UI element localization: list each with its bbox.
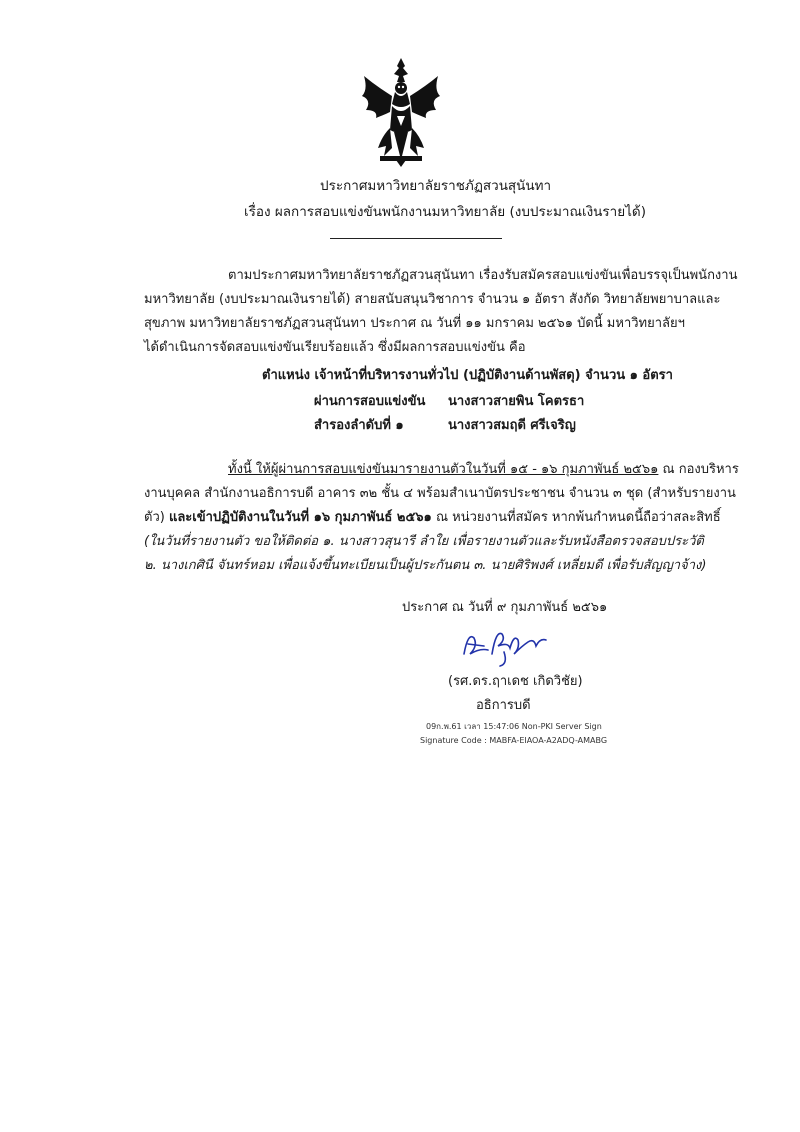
position-title: ตำแหน่ง เจ้าหน้าที่บริหารงานทั่วไป (ปฏิบัติงานด้านพัสดุ) จำนวน ๑ อัตรา [262,368,673,383]
signatory-name: (รศ.ดร.ฤาเดช เกิดวิชัย) [448,674,583,689]
signature-code: Signature Code : MABFA-EIAOA-A2ADQ-AMABG [420,736,608,745]
start-work-date: และเข้าปฏิบัติงานในวันที่ ๑๖ กุมภาพันธ์ ๒๕๖๑ [168,510,432,525]
garuda-emblem-icon [356,56,446,168]
reserve-label: สำรองลำดับที่ ๑ [314,418,404,433]
header-divider [330,238,502,239]
passed-name: นางสาวสายพิน โคตรธา [448,394,585,409]
reserve-name: นางสาวสมฤดี ศรีเจริญ [448,418,576,433]
instruction-line-3-prefix: ตัว) [144,510,169,525]
signature-icon [458,624,554,668]
intro-line-3: สุขภาพ มหาวิทยาลัยราชภัฏสวนสุนันทา ประกาศ ณ วันที่ ๑๑ มกราคม ๒๕๖๑ บัดนี้ มหาวิทยาลัยฯ [144,316,685,331]
intro-line-1: ตามประกาศมหาวิทยาลัยราชภัฏสวนสุนันทา เรื่องรับสมัครสอบแข่งขันเพื่อบรรจุเป็นพนักงาน [228,268,738,283]
intro-line-2: มหาวิทยาลัย (งบประมาณเงินรายได้) สายสนับสนุนวิชาการ จำนวน ๑ อัตรา สังกัด วิทยาลัยพยาบาลและ [144,292,721,307]
instruction-line-5: ๒. นางเกศินี จันทร์หอม เพื่อแจ้งขึ้นทะเบียนเป็นผู้ประกันตน ๓. นายศิริพงศ์ เหลี่ยมดี เพื่อรับสัญญาจ้าง) [144,558,707,573]
instruction-line-3-rest: ณ หน่วยงานที่สมัคร หากพ้นกำหนดนี้ถือว่าสละสิทธิ์ [431,510,721,525]
instruction-line-4: (ในวันที่รายงานตัว ขอให้ติดต่อ ๑. นางสาวสุนารี ลำใย เพื่อรายงานตัวและรับหนังสือตรวจสอบประวัติ [144,534,704,549]
intro-line-4: ได้ดำเนินการจัดสอบแข่งขันเรียบร้อยแล้ว ซึ่งมีผลการสอบแข่งขัน คือ [144,340,526,355]
signatory-title: อธิการบดี [476,698,531,713]
instruction-line-1-rest: ณ กองบริหาร [658,462,739,477]
instruction-line-3 [144,506,721,527]
passed-label: ผ่านการสอบแข่งขัน [314,394,426,409]
announcement-date: ประกาศ ณ วันที่ ๙ กุมภาพันธ์ ๒๕๖๑ [402,600,608,615]
report-date-underlined: ทั้งนี้ ให้ผู้ผ่านการสอบแข่งขันมารายงานตัวในวันที่ ๑๕ - ๑๖ กุมภาพันธ์ ๒๕๖๑ [228,462,659,477]
server-sign-timestamp: 09ก.พ.61 เวลา 15:47:06 Non-PKI Server Sign [426,722,602,731]
document-subject: เรื่อง ผลการสอบแข่งขันพนักงานมหาวิทยาลัย (งบประมาณเงินรายได้) [244,204,646,220]
instruction-line-1 [228,458,739,479]
instruction-line-2: งานบุคคล สำนักงานอธิการบดี อาคาร ๓๒ ชั้น ๔ พร้อมสำเนาบัตรประชาชน จำนวน ๓ ชุด (สำหรับรายงาน [144,486,736,501]
document-title: ประกาศมหาวิทยาลัยราชภัฏสวนสุนันทา [320,178,552,194]
